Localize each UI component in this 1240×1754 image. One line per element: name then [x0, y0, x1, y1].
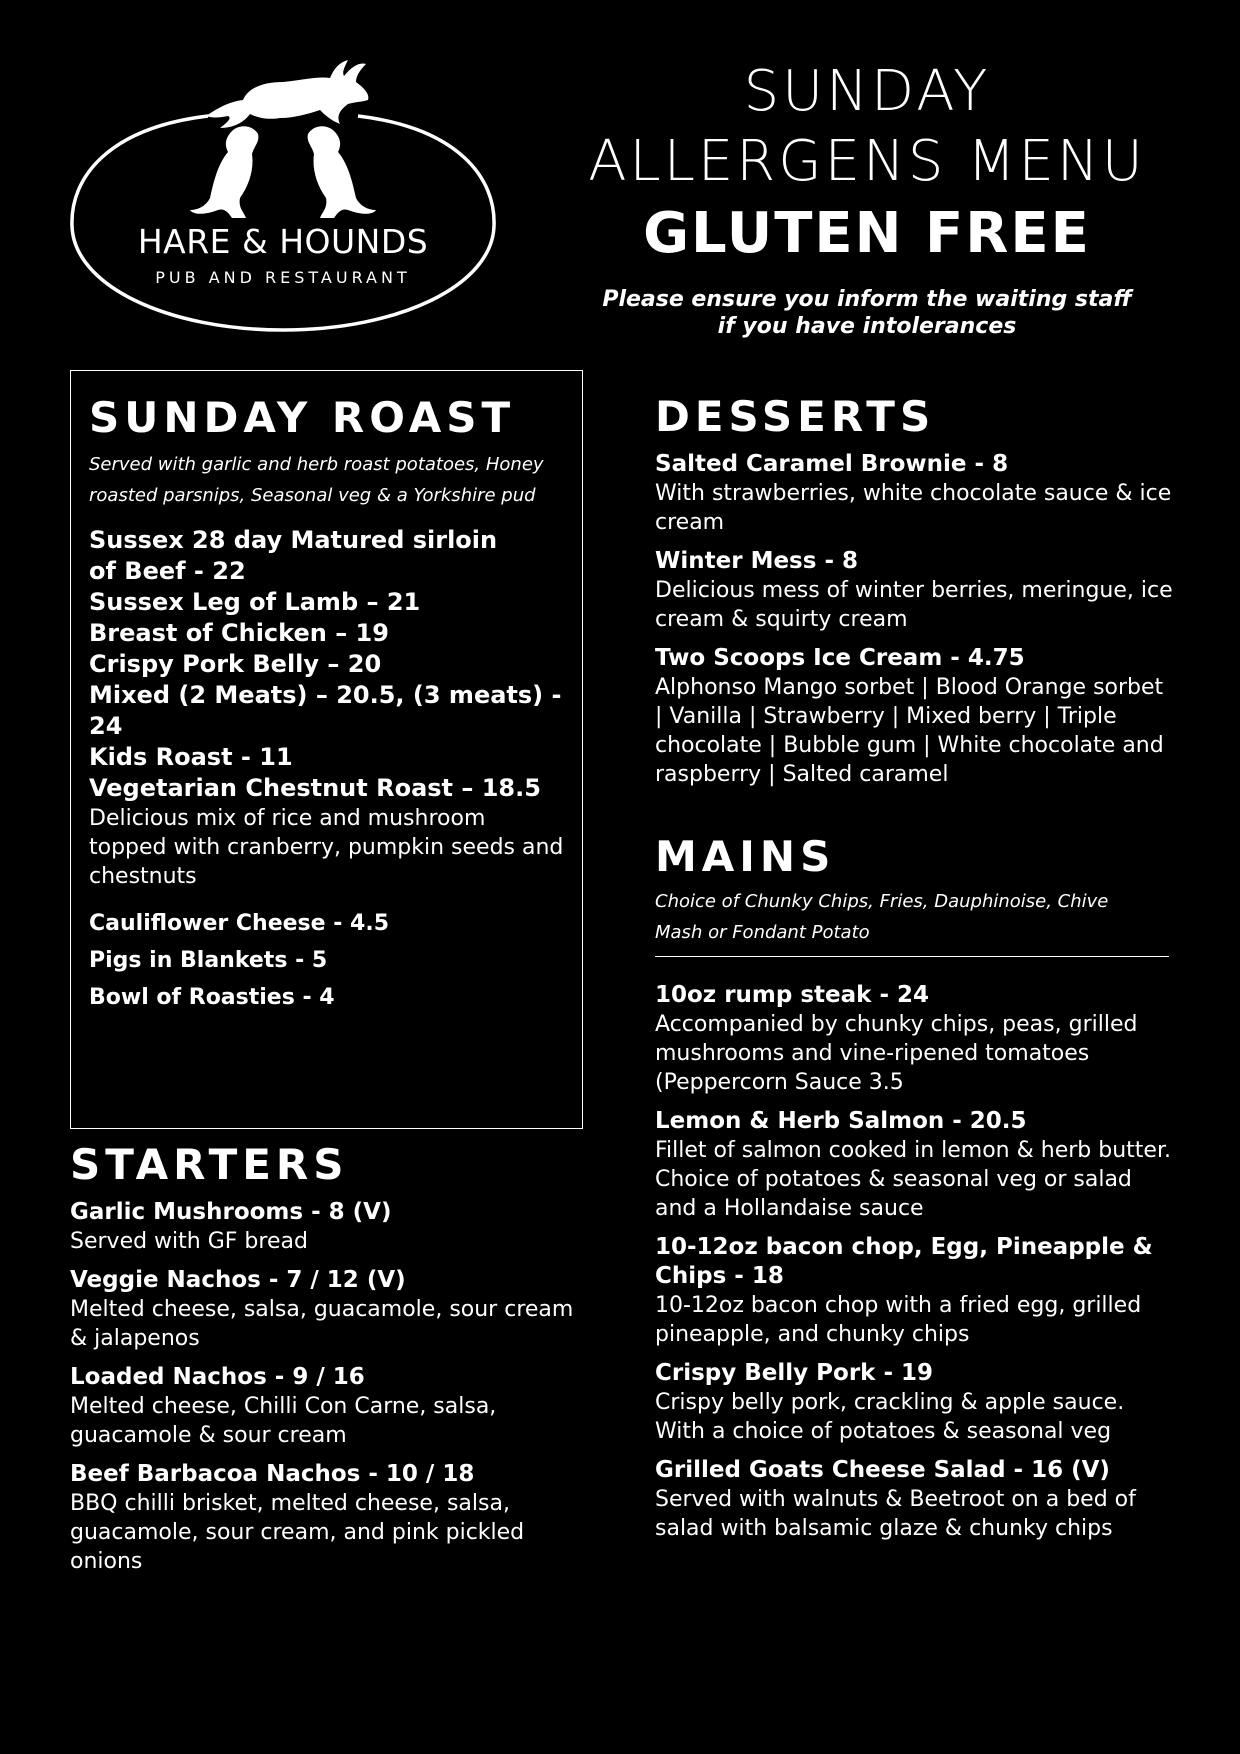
sunday-roast-note-line1: Served with garlic and herb roast potatoes, Honey — [89, 454, 544, 475]
menu-item — [655, 1107, 1175, 1223]
roast-item: Kids Roast - 11 — [89, 743, 293, 771]
desserts-title: DESSERTS — [655, 392, 936, 441]
menu-title-gluten-free: GLUTEN FREE — [643, 201, 1091, 266]
menu-item-description: Accompanied by chunky chips, peas, grilled mushrooms and vine-ripened tomatoes (Peppercorn Sauce 3.5 — [655, 1012, 1138, 1095]
vegetarian-roast-description: Delicious mix of rice and mushroom topped with cranberry, pumpkin seeds and chestnuts — [89, 806, 564, 889]
menu-item — [70, 1266, 590, 1353]
menu-item-name: Veggie Nachos - 7 / 12 (V) — [70, 1267, 406, 1293]
menu-item — [655, 1233, 1175, 1349]
menu-item-name: Beef Barbacoa Nachos - 10 / 18 — [70, 1461, 475, 1487]
roast-item: of Beef - 22 — [89, 557, 246, 585]
logo-emblem-icon — [68, 58, 498, 338]
menu-item-description: 10-12oz bacon chop with a fried egg, grilled pineapple, and chunky chips — [655, 1293, 1142, 1347]
roast-side-item: Bowl of Roasties - 4 — [89, 985, 335, 1010]
menu-item-name: 10-12oz bacon chop, Egg, Pineapple & Chips - 18 — [655, 1234, 1153, 1289]
menu-title-line2: ALLERGENS MENU — [588, 129, 1146, 194]
menu-item — [70, 1460, 590, 1576]
mains-divider — [655, 956, 1169, 957]
roast-side-item: Cauliflower Cheese - 4.5 — [89, 911, 389, 936]
menu-item-description: Crispy belly pork, crackling & apple sauce. With a choice of potatoes & seasonal veg — [655, 1390, 1125, 1444]
mains-title: MAINS — [655, 832, 836, 881]
sunday-roast-section — [70, 370, 583, 1129]
roast-item: Vegetarian Chestnut Roast – 18.5 — [89, 774, 541, 802]
brand-logo — [68, 58, 498, 338]
brand-name: HARE & HOUNDS — [137, 222, 429, 261]
menu-item-name: Grilled Goats Cheese Salad - 16 (V) — [655, 1457, 1110, 1483]
menu-item-description: Served with GF bread — [70, 1229, 308, 1254]
menu-item — [655, 547, 1175, 634]
menu-item-description: Alphonso Mango sorbet | Blood Orange sorbet | Vanilla | Strawberry | Mixed berry | Triple chocolate | Bubble gum | White chocolate and raspberry | Salted caramel — [655, 675, 1164, 787]
menu-item — [655, 981, 1175, 1097]
menu-item-name: Crispy Belly Pork - 19 — [655, 1360, 934, 1386]
desserts-section — [655, 392, 1175, 799]
roast-item: Sussex 28 day Matured sirloin — [89, 526, 498, 554]
menu-item-description: Melted cheese, salsa, guacamole, sour cream & jalapenos — [70, 1297, 574, 1351]
allergy-notice — [540, 286, 1194, 340]
menu-item-name: 10oz rump steak - 24 — [655, 982, 930, 1008]
menu-item-description: Delicious mess of winter berries, meringue, ice cream & squirty cream — [655, 578, 1173, 632]
menu-item-description: Melted cheese, Chilli Con Carne, salsa, guacamole & sour cream — [70, 1394, 497, 1448]
starters-title: STARTERS — [70, 1140, 349, 1189]
roast-item: Breast of Chicken – 19 — [89, 619, 389, 647]
menu-item — [655, 450, 1175, 537]
allergy-notice-line2: if you have intolerances — [717, 314, 1017, 339]
menu-item — [655, 1359, 1175, 1446]
roast-item: Mixed (2 Meats) – 20.5, (3 meats) - 24 — [89, 681, 562, 740]
menu-item — [70, 1363, 590, 1450]
menu-item-name: Salted Caramel Brownie - 8 — [655, 451, 1009, 477]
mains-note-line1: Choice of Chunky Chips, Fries, Dauphinoise, Chive — [655, 891, 1109, 912]
menu-item-name: Garlic Mushrooms - 8 (V) — [70, 1199, 392, 1225]
menu-item — [655, 644, 1175, 789]
roast-item: Sussex Leg of Lamb – 21 — [89, 588, 421, 616]
menu-item — [70, 1198, 590, 1256]
menu-item-description: BBQ chilli brisket, melted cheese, salsa, guacamole, sour cream, and pink pickled onions — [70, 1491, 525, 1574]
mains-section — [655, 832, 1175, 1553]
menu-item-description: Served with walnuts & Beetroot on a bed of salad with balsamic glaze & chunky chips — [655, 1487, 1136, 1541]
allergy-notice-line1: Please ensure you inform the waiting staff — [602, 287, 1132, 312]
sunday-roast-note-line2: roasted parsnips, Seasonal veg & a Yorkshire pud — [89, 485, 536, 506]
menu-item-name: Winter Mess - 8 — [655, 548, 859, 574]
menu-item-name: Two Scoops Ice Cream - 4.75 — [655, 645, 1025, 671]
menu-item-description: With strawberries, white chocolate sauce & ice cream — [655, 481, 1172, 535]
menu-item-name: Loaded Nachos - 9 / 16 — [70, 1364, 365, 1390]
roast-side-item: Pigs in Blankets - 5 — [89, 948, 328, 973]
menu-item-description: Fillet of salmon cooked in lemon & herb butter. Choice of potatoes & seasonal veg or salad and a Hollandaise sauce — [655, 1138, 1171, 1221]
menu-item — [655, 1456, 1175, 1543]
mains-note-line2: Mash or Fondant Potato — [655, 922, 870, 943]
menu-title-line1: SUNDAY — [743, 59, 991, 124]
roast-item: Crispy Pork Belly – 20 — [89, 650, 382, 678]
menu-item-name: Lemon & Herb Salmon - 20.5 — [655, 1108, 1027, 1134]
starters-section — [70, 1140, 590, 1586]
brand-subtitle: PUB AND RESTAURANT — [155, 268, 411, 287]
sunday-roast-title: SUNDAY ROAST — [89, 393, 516, 442]
